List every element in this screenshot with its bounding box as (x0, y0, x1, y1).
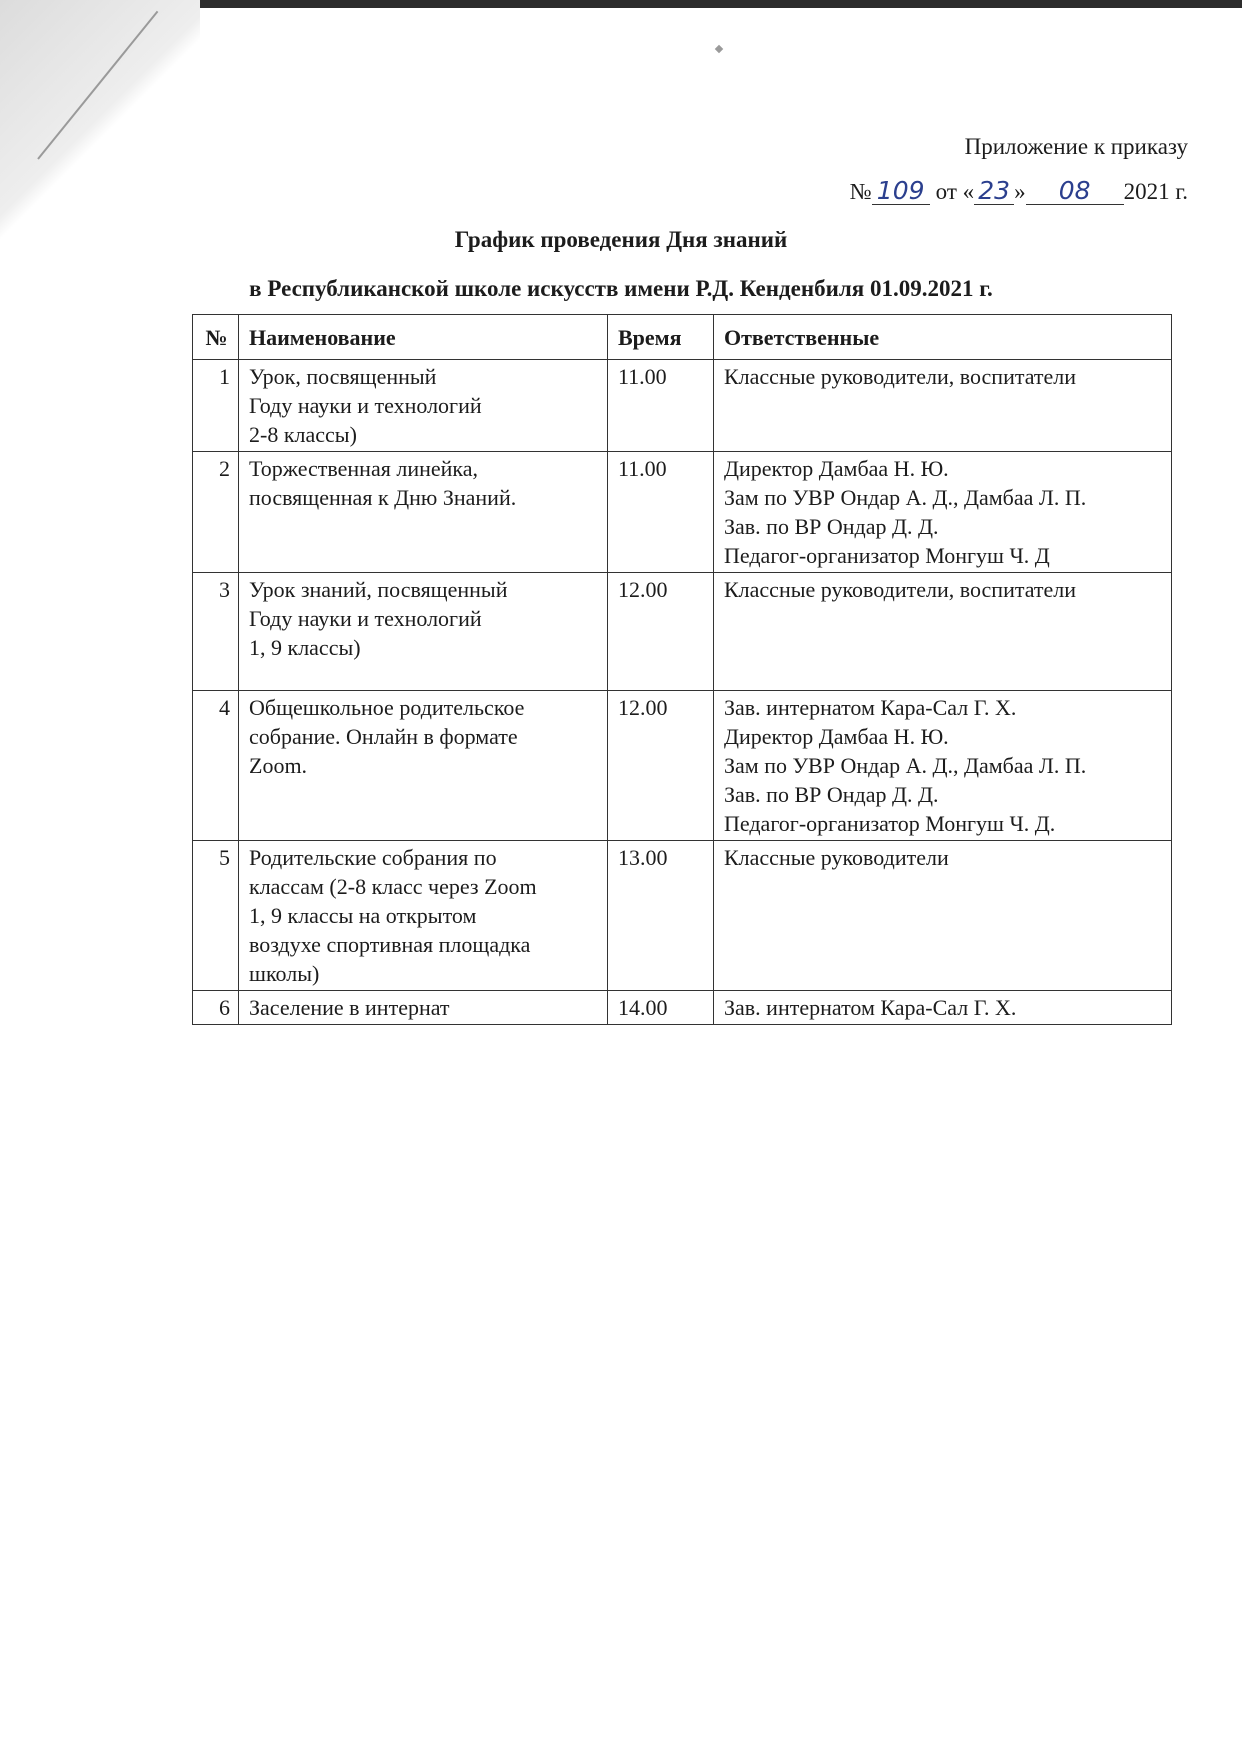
order-number-sign: № (849, 179, 872, 204)
row-name: Общешкольное родительское собрание. Онлайн в формате Zoom. (239, 691, 608, 841)
row-time: 11.00 (608, 360, 714, 452)
table-row (193, 452, 1172, 573)
order-month: 08 (1026, 178, 1124, 205)
row-responsible: Зав. интернатом Кара-Сал Г. Х. Директор Дамбаа Н. Ю. Зам по УВР Ондар А. Д., Дамбаа Л. П. Зав. по ВР Ондар Д. Д. Педагог-организатор Монгуш Ч. Д. (714, 691, 1172, 841)
order-from-label: от « (935, 179, 975, 204)
row-time: 12.00 (608, 691, 714, 841)
order-year: 2021 г. (1123, 179, 1188, 204)
row-responsible: Зав. интернатом Кара-Сал Г. Х. (714, 991, 1172, 1025)
row-name: Торжественная линейка, посвященная к Дню Знаний. (239, 452, 608, 573)
row-time: 13.00 (608, 841, 714, 991)
order-quote-close: » (1014, 179, 1026, 204)
table-row (193, 841, 1172, 991)
row-number: 1 (193, 360, 239, 452)
row-responsible: Директор Дамбаа Н. Ю. Зам по УВР Ондар А. Д., Дамбаа Л. П. Зав. по ВР Ондар Д. Д. Педагог-организатор Монгуш Ч. Д (714, 452, 1172, 573)
document-subtitle: в Республиканской школе искусств имени Р.Д. Кенденбиля 01.09.2021 г. (249, 276, 993, 301)
row-time: 11.00 (608, 452, 714, 573)
row-name: Заселение в интернат (239, 991, 608, 1025)
order-day: 23 (974, 178, 1014, 205)
row-name: Родительские собрания по классам (2-8 класс через Zoom 1, 9 классы на открытом воздухе спортивная площадка школы) (239, 841, 608, 991)
appendix-label: Приложение к приказу (964, 134, 1188, 159)
table-header-row (193, 315, 1172, 360)
table-row (193, 360, 1172, 452)
row-number: 2 (193, 452, 239, 573)
row-time: 12.00 (608, 573, 714, 691)
row-responsible: Классные руководители, воспитатели (714, 360, 1172, 452)
row-name: Урок, посвященный Году науки и технологий 2-8 классы) (239, 360, 608, 452)
table-row (193, 991, 1172, 1025)
table-row (193, 573, 1172, 691)
table-row (193, 691, 1172, 841)
header-number: № (193, 315, 239, 360)
row-number: 3 (193, 573, 239, 691)
header-time: Время (608, 315, 714, 360)
row-responsible: Классные руководители, воспитатели (714, 573, 1172, 691)
schedule-table (192, 314, 1172, 1025)
row-number: 4 (193, 691, 239, 841)
order-reference (850, 178, 1188, 205)
row-number: 5 (193, 841, 239, 991)
row-name: Урок знаний, посвященный Году науки и технологий 1, 9 классы) (239, 573, 608, 691)
document-title: График проведения Дня знаний (454, 227, 788, 252)
row-number: 6 (193, 991, 239, 1025)
header-name: Наименование (239, 315, 608, 360)
row-responsible: Классные руководители (714, 841, 1172, 991)
scan-mark (715, 45, 723, 53)
order-number: 109 (872, 178, 930, 205)
row-time: 14.00 (608, 991, 714, 1025)
header-responsible: Ответственные (714, 315, 1172, 360)
